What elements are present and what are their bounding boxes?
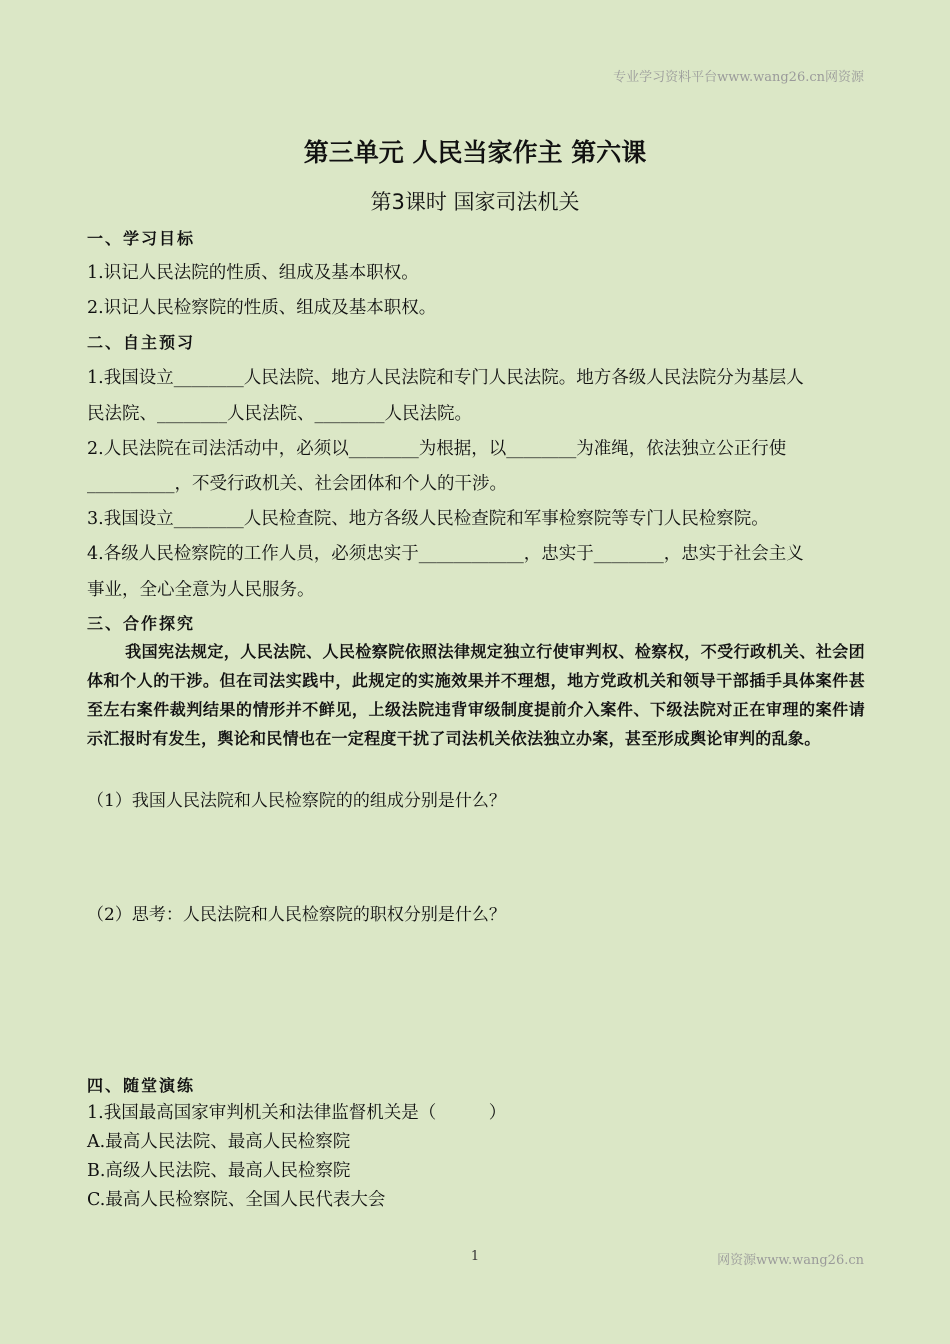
preview-line: 3.我国设立________人民检查院、地方各级人民检查院和军事检察院等专门人民检察院。 (87, 509, 769, 529)
section-heading-goals: 一、学习目标 (87, 229, 196, 248)
explore-question-2: （2）思考：人民法院和人民检察院的职权分别是什么？ (87, 905, 506, 925)
section-heading-exercise: 四、随堂演练 (87, 1076, 196, 1095)
section-heading-explore: 三、合作探究 (87, 614, 196, 633)
goal-item: 2.识记人民检察院的性质、组成及基本职权。 (87, 298, 437, 318)
preview-line: 事业，全心全意为人民服务。 (87, 580, 315, 600)
page-number: 1 (470, 1249, 480, 1264)
material-paragraph (87, 637, 865, 753)
exercise-option-b: B.高级人民法院、最高人民检察院 (87, 1161, 351, 1181)
exercise-option-a: A.最高人民法院、最高人民检察院 (87, 1132, 351, 1152)
page-title: 第三单元 人民当家作主 第六课 (303, 138, 647, 167)
preview-line: 1.我国设立________人民法院、地方人民法院和专门人民法院。地方各级人民法院分为基层人 (87, 368, 804, 388)
explore-question-1: （1）我国人民法院和人民检察院的的组成分别是什么？ (87, 791, 506, 811)
material-text: 我国宪法规定，人民法院、人民检察院依照法律规定独立行使审判权、检察权，不受行政机关、社会团体和个人的干涉。但在司法实践中，此规定的实施效果并不理想，地方党政机关和领导干部插手具体案件甚至左右案件裁判结果的情形并不鲜见，上级法院违背审级制度提前介入案件、下级法院对正在审理的案件请示汇报时有发生，舆论和民情也在一定程度干扰了司法机关依法独立办案，甚至形成舆论审判的乱象。 (87, 642, 865, 748)
preview-line: 2.人民法院在司法活动中，必须以________为根据，以________为准绳，依法独立公正行使 (87, 439, 787, 459)
preview-line: __________，不受行政机关、社会团体和个人的干涉。 (87, 474, 507, 494)
section-heading-preview: 二、自主预习 (87, 333, 196, 352)
page-subtitle: 第3课时 国家司法机关 (370, 190, 580, 214)
footer-watermark: 网资源www.wang26.cn (717, 1253, 864, 1268)
preview-line: 4.各级人民检察院的工作人员，必须忠实于____________，忠实于________，忠实于社会主义 (87, 544, 804, 564)
goal-item: 1.识记人民法院的性质、组成及基本职权。 (87, 263, 419, 283)
preview-line: 民法院、________人民法院、________人民法院。 (87, 404, 472, 424)
exercise-option-c: C.最高人民检察院、全国人民代表大会 (87, 1190, 386, 1210)
header-watermark: 专业学习资料平台www.wang26.cn网资源 (613, 70, 864, 85)
exercise-question-1: 1.我国最高国家审判机关和法律监督机关是（ ） (87, 1103, 507, 1123)
